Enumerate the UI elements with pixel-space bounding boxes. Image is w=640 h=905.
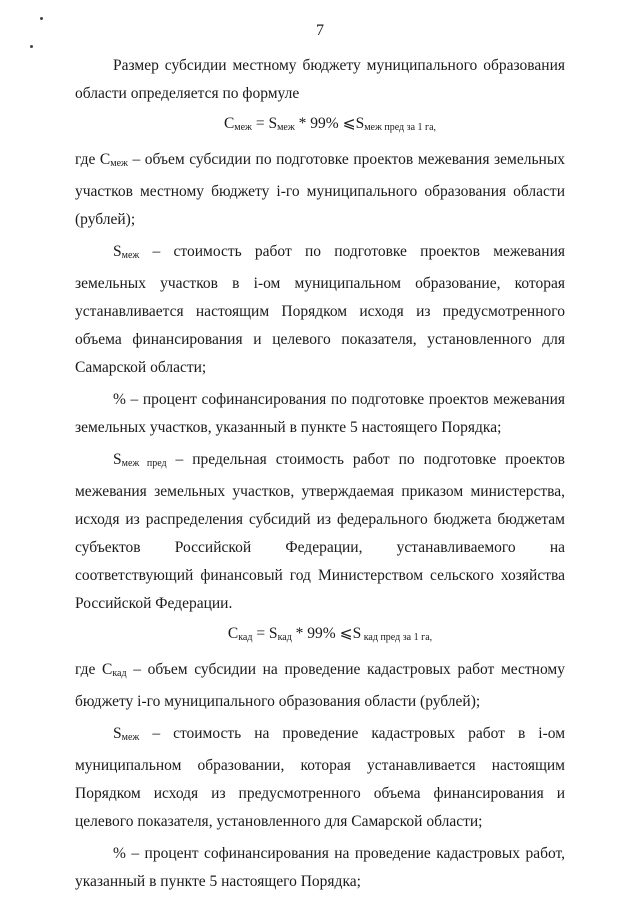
definition-percent-kadastr: % – процент софинансирования на проведение кадастровых работ, указанный в пункте 5 настоящего Порядка; [75,845,565,890]
scan-speck [40,17,43,20]
definition-c-mezh: где $С_{меж}$ – объем субсидии по подготовке проектов межевания земельных участков местному бюджету i-го муниципального образования области (рублей); [75,151,565,228]
definition-s-mezh-kadastr: $S_{меж}$ – стоимость на проведение кадастровых работ в i-ом муниципальном образовании, которая устанавливается настоящим Порядком исходя из предусмотренного объема финансирования и целевого показателя, установленного для Самарской области; [75,725,565,830]
definition-c-kad: где $С_{кад}$ – объем субсидии на проведение кадастровых работ местному бюджету i-го муниципального образования области (рублей); [75,661,565,710]
scan-speck [30,45,33,48]
page-number: 7 [316,22,324,39]
definition-s-mezh: $S_{меж}$ – стоимость работ по подготовке проектов межевания земельных участков в i-ом муниципальном образование, которая устанавливается настоящим Порядком исходя из предусмотренного объема финансирования и целевого показателя, установленного для Самарской области; [75,243,565,376]
intro-paragraph: Размер субсидии местному бюджету муниципального образования области определяется по формуле [75,57,565,102]
formula-mezhevanie: $С_{меж} = S_{меж} * 99\%$ $⩽S_{меж пред за 1 га,}$ [223,115,437,133]
document-body [75,52,565,896]
definition-s-mezh-pred: $S_{меж пред}$ – предельная стоимость работ по подготовке проектов межевания земельных участков, утверждаемая приказом министерства, исходя из распределения субсидий из федерального бюджета бюджетам субъектов Российской Федерации, устанавливаемого на соответствующий финансовый год Министерством сельского хозяйства Российской Федерации. [75,451,565,612]
formula-kadastr: $С_{кад} = S_{кад} * 99\%$ ⩽S $_{кад пред за 1 га,}$ [227,625,433,643]
definition-percent-mezhevanie: % – процент софинансирования по подготовке проектов межевания земельных участков, указанный в пункте 5 настоящего Порядка; [75,391,565,436]
